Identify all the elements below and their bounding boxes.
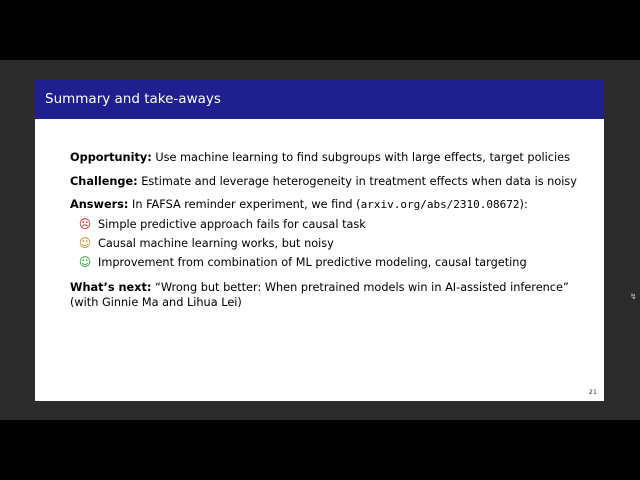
- answers-line: [70, 198, 528, 212]
- answer-item-text: Improvement from combination of ML predictive modeling, causal targeting: [98, 256, 527, 269]
- challenge-label: Challenge:: [70, 175, 138, 188]
- answers-label: Answers:: [70, 198, 129, 211]
- answer-item: [78, 217, 366, 232]
- challenge-line: [70, 175, 577, 189]
- slide-header: [35, 80, 604, 119]
- whats-next-line: [70, 281, 569, 295]
- answer-item: [78, 255, 527, 270]
- presentation-slide: [35, 80, 604, 401]
- answer-item: [78, 236, 334, 251]
- challenge-text: Estimate and leverage heterogeneity in treatment effects when data is noisy: [137, 175, 577, 188]
- arxiv-link[interactable]: arxiv.org/abs/2310.08672: [360, 198, 520, 211]
- opportunity-label: Opportunity:: [70, 151, 152, 164]
- opportunity-text: Use machine learning to find subgroups with large effects, target policies: [151, 151, 570, 164]
- happy-face-icon: ☺: [78, 255, 92, 269]
- opportunity-line: [70, 151, 570, 165]
- slide-title: Summary and take-aways: [45, 91, 221, 107]
- whats-next-collaborators: (with Ginnie Ma and Lihua Lei): [70, 296, 242, 309]
- whats-next-text: “Wrong but better: When pretrained models win in AI-assisted inference”: [151, 281, 569, 294]
- answer-item-text: Simple predictive approach fails for causal task: [98, 218, 366, 231]
- answers-text-after: ):: [519, 198, 528, 211]
- sad-face-icon: ☹: [78, 217, 92, 231]
- answers-text: In FAFSA reminder experiment, we find (: [128, 198, 361, 211]
- whats-next-label: What’s next:: [70, 281, 152, 294]
- neutral-face-icon: ☺: [78, 236, 92, 250]
- answer-item-text: Causal machine learning works, but noisy: [98, 237, 334, 250]
- cursor-icon: ↯: [630, 292, 637, 301]
- page-number: 21: [588, 388, 597, 396]
